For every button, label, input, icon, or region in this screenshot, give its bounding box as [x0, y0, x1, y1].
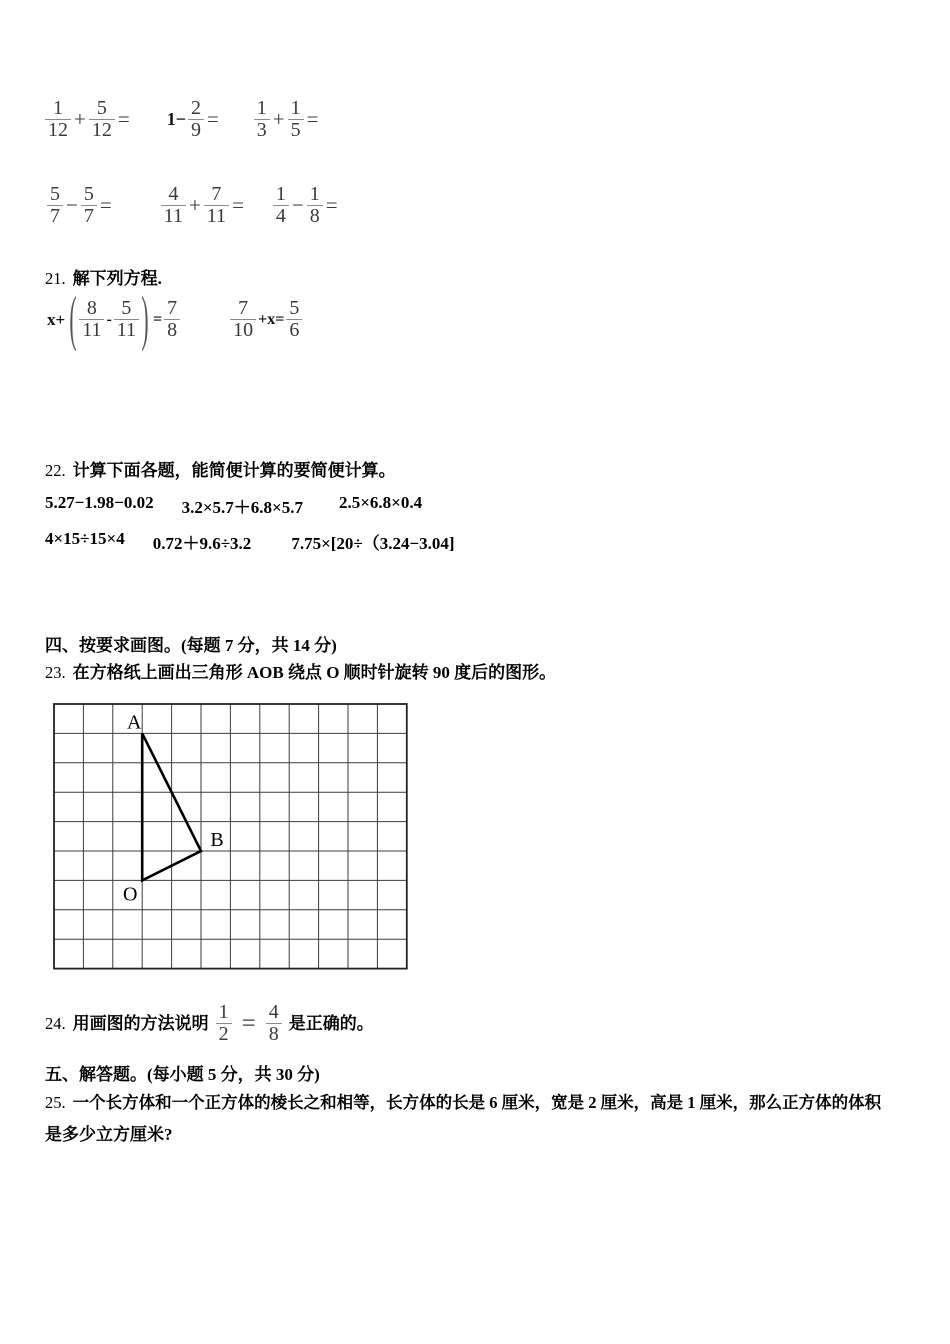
denominator: 8	[164, 319, 180, 341]
equation-1	[45, 284, 180, 353]
fraction	[81, 184, 97, 227]
denominator: 2	[216, 1023, 232, 1045]
denominator: 11	[161, 205, 186, 227]
fraction	[266, 1002, 282, 1045]
numerator: 4	[268, 1001, 279, 1023]
denominator: 10	[230, 319, 256, 341]
denominator: 7	[81, 205, 97, 227]
fraction	[254, 98, 270, 141]
operator: +	[188, 193, 201, 217]
fraction-problem	[254, 98, 322, 141]
fraction	[79, 298, 104, 341]
q24	[45, 1002, 374, 1045]
fraction	[188, 98, 204, 141]
numerator: 5	[83, 183, 94, 205]
operator: +	[74, 107, 86, 131]
right-parenthesis: )	[141, 284, 149, 353]
q22-row-2	[45, 529, 455, 554]
fraction-problem	[45, 98, 133, 141]
svg-text:B: B	[210, 828, 224, 851]
fraction	[114, 298, 139, 341]
numerator: 1	[275, 183, 286, 205]
numerator: 1	[309, 183, 320, 205]
question-text: 在方格纸上画出三角形 AOB 绕点 O 顺时针旋转 90 度后的图形。	[72, 663, 557, 682]
denominator: 11	[204, 205, 229, 227]
numerator: 5	[96, 97, 107, 119]
fraction	[204, 184, 229, 227]
fraction-problem	[167, 98, 222, 141]
question-text: 是多少立方厘米?	[45, 1125, 173, 1144]
variable-term: +x=	[258, 310, 285, 328]
calc-expression: 3.2×5.7＋6.8×5.7	[181, 498, 303, 517]
q22-row-1	[45, 493, 422, 518]
fraction-problem	[273, 184, 341, 227]
operator: −	[291, 193, 304, 217]
fraction	[45, 98, 71, 141]
fraction	[288, 98, 304, 141]
fraction-problem	[47, 184, 115, 227]
equals-sign: =	[99, 193, 112, 217]
numerator: 4	[168, 183, 179, 205]
question-text: 解下列方程.	[72, 269, 162, 288]
denominator: 9	[188, 119, 204, 141]
whole-number-term: 1−	[166, 109, 186, 129]
calc-expression: 4×15÷15×4	[45, 529, 125, 548]
numerator: 5	[121, 297, 132, 319]
denominator: 12	[45, 119, 71, 141]
section-title: 四、按要求画图。(每题 7 分，共 14 分)	[45, 636, 337, 655]
numerator: 7	[238, 297, 249, 319]
calc-expression: 0.72＋9.6÷3.2	[152, 534, 252, 553]
denominator: 7	[47, 205, 63, 227]
question-number: 23.	[45, 663, 66, 682]
fraction-problem	[161, 184, 247, 227]
fraction	[286, 298, 302, 341]
operator: −	[66, 193, 78, 217]
section5-header	[45, 1065, 320, 1085]
calc-expression: 2.5×6.8×0.4	[339, 493, 423, 512]
denominator: 4	[273, 205, 289, 227]
oral-calc-row-2	[47, 184, 341, 227]
numerator: 8	[86, 297, 97, 319]
variable-term: x+	[47, 309, 66, 329]
section4-header	[45, 636, 337, 656]
calc-expression: 5.27−1.98−0.02	[45, 493, 154, 512]
fraction	[307, 184, 323, 227]
q22-title	[45, 461, 396, 481]
question-text: 用画图的方法说明	[72, 1013, 209, 1033]
left-parenthesis: (	[69, 284, 77, 353]
equals-sign: =	[241, 1009, 256, 1037]
section-title: 五、解答题。(每小题 5 分，共 30 分)	[45, 1065, 320, 1084]
question-text: 一个长方体和一个正方体的棱长之和相等，长方体的长是 6 厘米，宽是 2 厘米，高是 1 厘米，那么正方体的体积	[72, 1093, 882, 1112]
denominator: 6	[286, 319, 302, 341]
operator: -	[106, 310, 112, 328]
q25-line-1	[45, 1093, 881, 1113]
grid-figure	[53, 703, 408, 970]
question-number: 22.	[45, 461, 66, 480]
numerator: 2	[190, 97, 201, 119]
operator: +	[272, 107, 285, 131]
denominator: 11	[114, 319, 139, 341]
numerator: 1	[290, 97, 301, 119]
q23-title	[45, 663, 556, 683]
denominator: 11	[79, 319, 104, 341]
svg-text:O: O	[122, 883, 138, 906]
fraction	[89, 98, 115, 141]
denominator: 8	[266, 1023, 282, 1045]
numerator: 1	[256, 97, 267, 119]
fraction	[164, 298, 180, 341]
numerator: 7	[211, 183, 222, 205]
equals-sign: =	[232, 193, 244, 217]
question-number: 21.	[45, 269, 66, 288]
equals-sign: =	[325, 193, 338, 217]
fraction	[216, 1002, 232, 1045]
equals-sign: =	[206, 107, 219, 131]
svg-text:A: A	[126, 711, 142, 734]
denominator: 5	[288, 119, 304, 141]
fraction	[161, 184, 186, 227]
numerator: 5	[289, 297, 300, 319]
fraction	[230, 298, 256, 341]
question-text: 计算下面各题，能简便计算的要简便计算。	[72, 461, 396, 480]
denominator: 12	[89, 119, 115, 141]
fraction	[47, 184, 63, 227]
equals-sign: =	[153, 310, 163, 328]
equation-2	[230, 298, 302, 341]
numerator: 7	[167, 297, 178, 319]
q21-equations	[45, 284, 302, 353]
numerator: 1	[53, 97, 63, 119]
equals-sign: =	[117, 107, 130, 131]
question-text: 是正确的。	[288, 1013, 374, 1033]
numerator: 1	[218, 1001, 229, 1023]
fraction	[273, 184, 289, 227]
denominator: 3	[254, 119, 270, 141]
question-number: 25.	[45, 1093, 66, 1112]
numerator: 5	[50, 183, 60, 205]
question-number: 24.	[45, 1013, 66, 1033]
q25-line-2	[45, 1125, 173, 1145]
denominator: 8	[307, 205, 323, 227]
calc-expression: 7.75×[20÷（3.24−3.04]	[291, 534, 455, 553]
equals-sign: =	[306, 107, 319, 131]
oral-calc-row-1	[45, 98, 321, 141]
